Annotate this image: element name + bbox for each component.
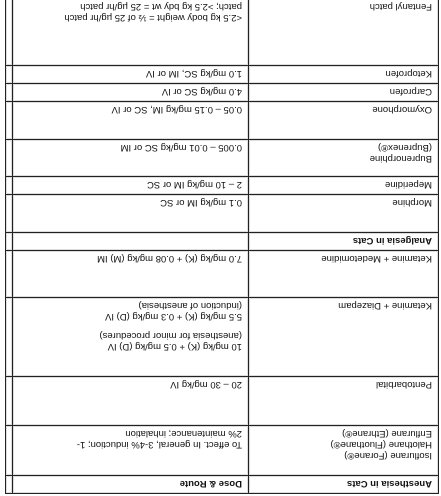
dose-cell [13,0,249,66]
agent-cell [249,102,439,140]
dose-cell-line: 5.5 mg/kg (K) + 0.3 mg/kg (D) IV [104,311,242,322]
analgesia-header: Analgesia in Cats [249,233,439,251]
table-row [6,102,439,140]
agent-cell [249,195,439,233]
dose-cell [13,377,249,426]
table-row [6,84,439,102]
agent-cell-line: (Buprenex®) [378,142,432,153]
table-row [6,140,439,177]
agent-cell-line: Oxymorphone [372,104,432,115]
table-row [6,377,439,426]
agent-cell [249,377,439,426]
table-row [6,426,439,476]
table-row [6,177,439,195]
table-row [6,0,439,66]
dose-cell [13,66,249,84]
dose-cell [13,84,249,102]
dose-cell-line: 2% maintenance; inhalation [125,428,242,439]
dose-cell [13,298,249,377]
edge-cell [6,377,13,426]
edge-cell [6,0,13,66]
agent-cell [249,0,439,66]
agent-cell [249,426,439,476]
agent-cell-line: Ketamine + Medetomidine [321,253,432,264]
agent-cell-line: Meperidine [385,179,432,190]
edge-cell [6,177,13,195]
edge-cell [6,66,13,84]
dose-cell-line: To effect. In general, 3-4% induction; 1- [76,439,242,450]
dose-cell-line: 20 – 30 mg/kg IV [170,379,242,390]
agent-cell-line: Buprenorphine [369,153,432,164]
agent-cell-line: Ketoprofen [385,68,432,79]
agent-cell-line: Pentobarbital [376,379,432,390]
dose-cell-line: <2.5 kg body weight = ½ of 25 µg/hr patch [64,12,242,23]
header-dose: Dose & Route [13,476,249,494]
edge-cell [6,233,13,251]
agent-cell-line: Morphine [392,197,432,208]
header-row [6,476,439,494]
dose-cell-line: 4.0 mg/kg SC or IV [161,86,242,97]
dose-cell [13,140,249,177]
agent-cell-line: Ketamine + Diazepam [338,300,432,311]
edge-cell [6,140,13,177]
agent-cell-line: Halothane (Fluothane®) [330,439,432,450]
table-row [6,66,439,84]
dose-cell [13,251,249,298]
dose-cell-line: 1.0 mg/kg SC, IM or IV [145,68,242,79]
table-row [6,195,439,233]
edge-cell [6,426,13,476]
agent-cell [249,140,439,177]
dose-cell-line: patch; >2.5 kg bdy wt = 25 µg/hr patch [80,1,242,12]
agent-cell-line: Enflurane (Ethrane®) [342,428,432,439]
dose-cell [13,102,249,140]
dose-cell [13,195,249,233]
table-row [6,251,439,298]
dose-cell-line: 0.1 mg/kg IM or SC [160,197,242,208]
edge-cell [6,298,13,377]
agent-cell-line: Carprofen [389,86,432,97]
dose-cell-line: 10 mg/kg (K) + 0.5 mg/kg (D) IV [107,341,242,352]
dose-cell [13,426,249,476]
section-header-row [6,233,439,251]
empty-cell [13,233,249,251]
header-agent: Anesthesia in Cats [249,476,439,494]
agent-cell [249,177,439,195]
agent-cell-line: Isoflurane (Forane®) [344,450,432,461]
dose-cell-line: 2 – 10 mg/kg IM or SC [146,179,242,190]
edge-cell [6,251,13,298]
dose-cell [13,177,249,195]
dose-cell-line: 0.005 – 0.01 mg/kg SC or IM [120,142,242,153]
edge-cell [6,84,13,102]
edge-cell [6,476,13,494]
dose-cell-line: (induction of anesthesia) [138,300,242,311]
edge-cell [6,102,13,140]
dose-cell-line: 0.05 – 0.15 mg/kg IM, SC or IV [111,104,242,115]
agent-cell [249,251,439,298]
agent-cell [249,84,439,102]
cat-anesthesia-analgesia-table [5,0,439,494]
dose-cell-line: (anesthesia for minor procedures) [99,330,242,341]
agent-cell [249,66,439,84]
dose-cell-line: 7.0 mg/kg (K) + 0.08 mg/kg (M) IM [97,253,242,264]
agent-cell-line: Fentanyl patch [369,1,432,12]
edge-cell [6,195,13,233]
table-row [6,298,439,377]
agent-cell [249,298,439,377]
